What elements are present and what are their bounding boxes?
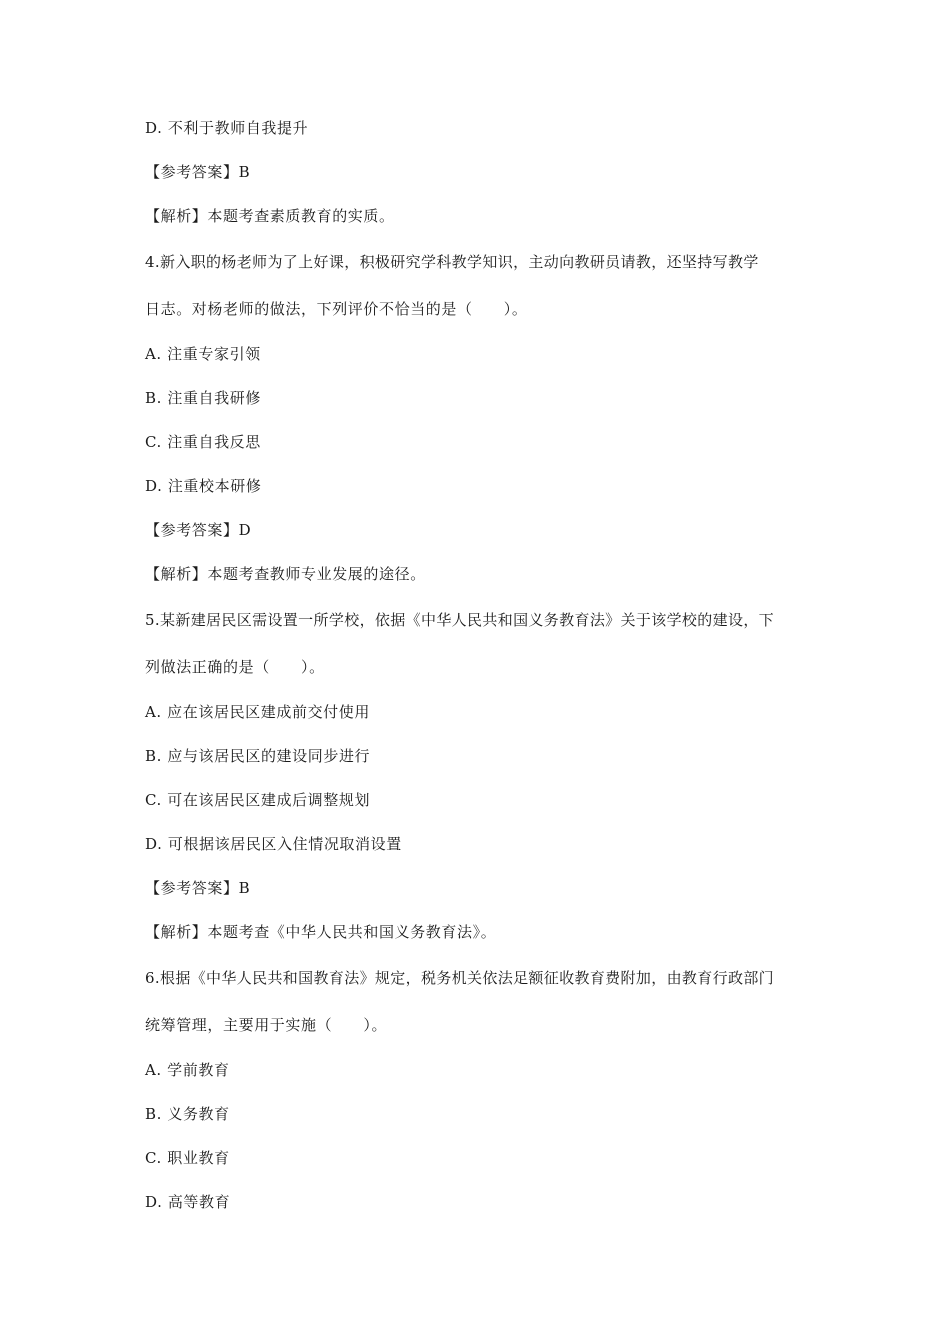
question-6-stem-line1: 6.根据《中华人民共和国教育法》规定，税务机关依法足额征收教育费附加，由教育行政部门 — [145, 969, 775, 987]
option-a-q5: A. 应在该居民区建成前交付使用 — [145, 703, 370, 721]
option-d-q5: D. 可根据该居民区入住情况取消设置 — [145, 835, 402, 853]
option-b-q5: B. 应与该居民区的建设同步进行 — [145, 747, 371, 765]
option-a-q4: A. 注重专家引领 — [145, 345, 261, 363]
question-5-stem-line1: 5.某新建居民区需设置一所学校，依据《中华人民共和国义务教育法》关于该学校的建设，下 — [145, 611, 775, 629]
question-4-stem-line1: 4.新入职的杨老师为了上好课，积极研究学科教学知识，主动向教研员请教，还坚持写教学 — [145, 253, 759, 271]
option-b-q6: B. 义务教育 — [145, 1105, 230, 1123]
option-d-q3: D. 不利于教师自我提升 — [145, 119, 309, 137]
option-d-q6: D. 高等教育 — [145, 1193, 231, 1211]
option-c-q4: C. 注重自我反思 — [145, 433, 261, 451]
option-c-q6: C. 职业教育 — [145, 1149, 230, 1167]
explanation-q3: 【解析】本题考查素质教育的实质。 — [145, 207, 395, 225]
answer-q4: 【参考答案】D — [145, 521, 252, 539]
option-d-q4: D. 注重校本研修 — [145, 477, 262, 495]
explanation-q4: 【解析】本题考查教师专业发展的途径。 — [145, 565, 426, 583]
question-5-stem-line2: 列做法正确的是（ ）。 — [145, 658, 325, 676]
answer-q5: 【参考答案】B — [145, 879, 251, 897]
question-6-stem-line2: 统筹管理，主要用于实施（ ）。 — [145, 1016, 388, 1034]
option-c-q5: C. 可在该居民区建成后调整规划 — [145, 791, 371, 809]
option-b-q4: B. 注重自我研修 — [145, 389, 261, 407]
question-4-stem-line2: 日志。对杨老师的做法，下列评价不恰当的是（ ）。 — [145, 300, 528, 318]
option-a-q6: A. 学前教育 — [145, 1061, 230, 1079]
explanation-q5: 【解析】本题考查《中华人民共和国义务教育法》。 — [145, 923, 497, 941]
answer-q3: 【参考答案】B — [145, 163, 251, 181]
